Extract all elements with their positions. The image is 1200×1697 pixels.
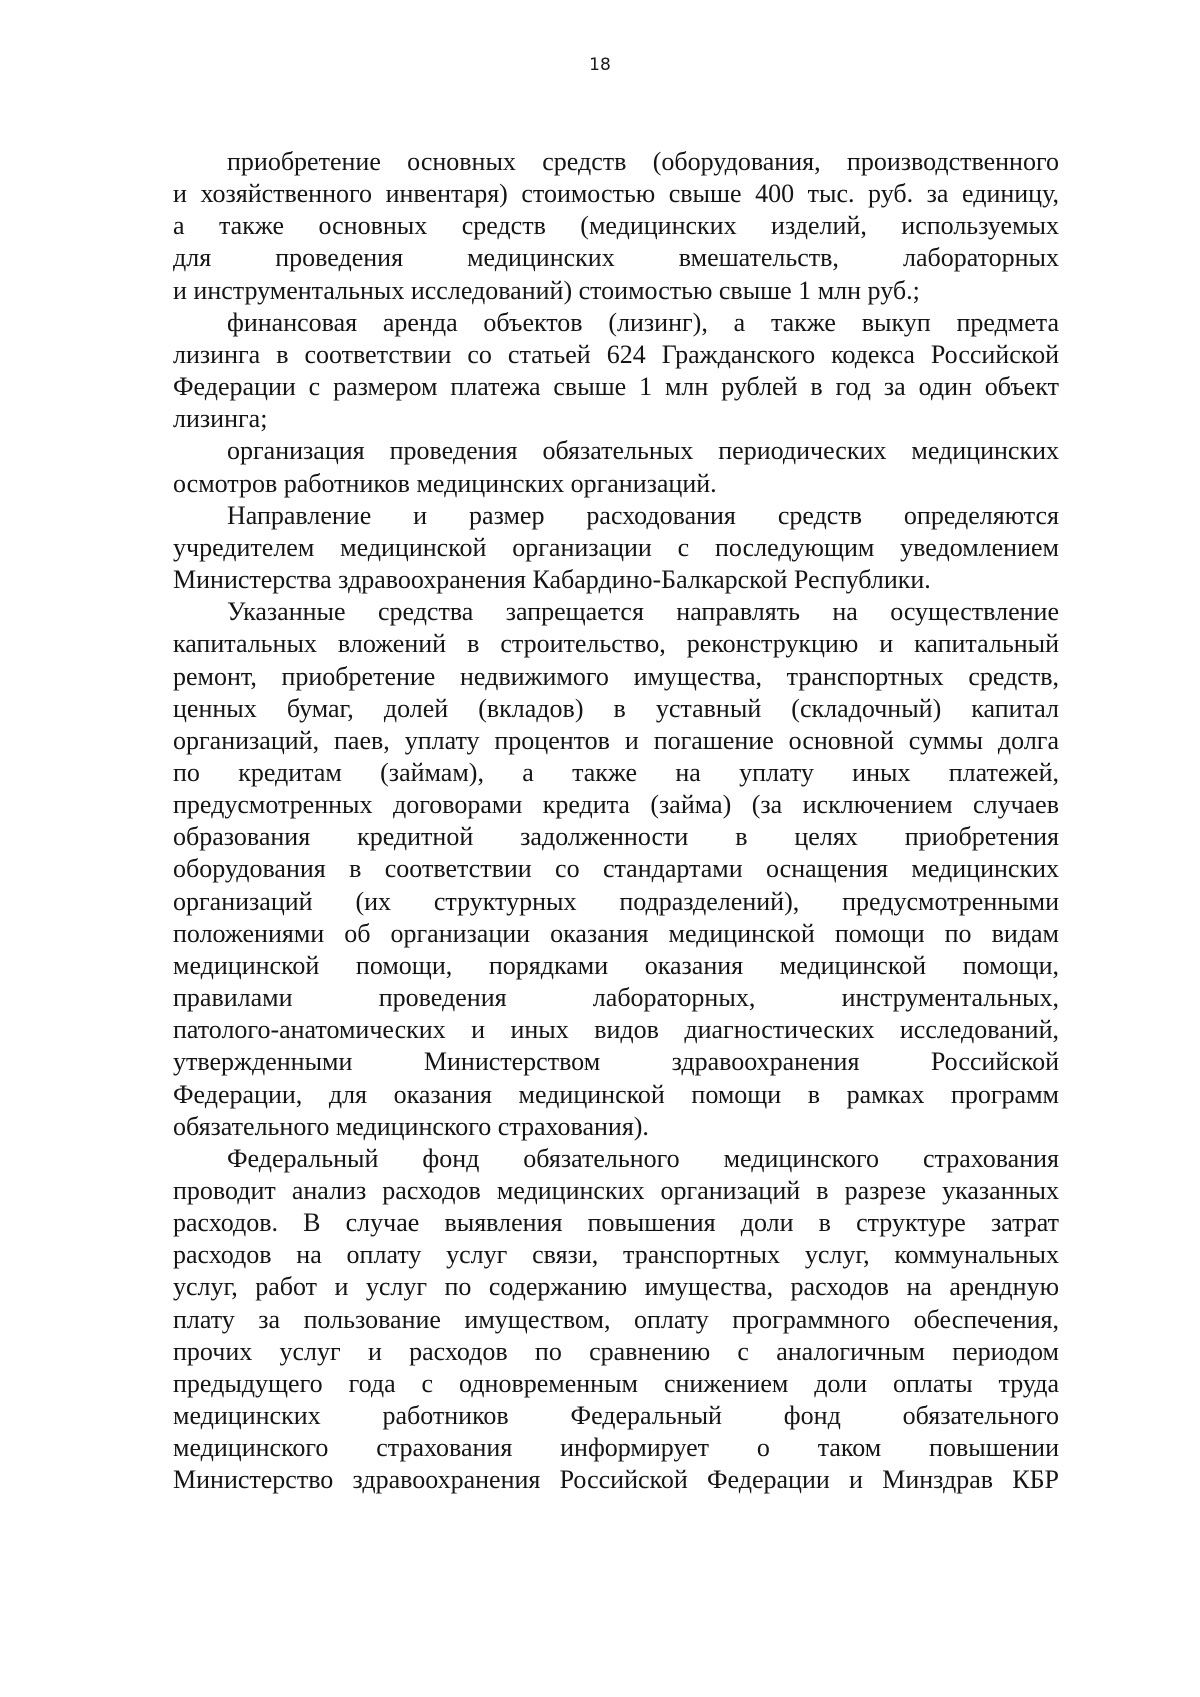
text-line: организаций (их структурных подразделений), предусмотренными <box>173 886 1059 916</box>
text-line: ремонт, приобретение недвижимого имущества, транспортных средств, <box>173 661 1059 691</box>
text-line: организаций, паев, уплату процентов и погашение основной суммы долга <box>173 725 1059 755</box>
text-line: плату за пользование имуществом, оплату программного обеспечения, <box>173 1304 1059 1334</box>
text-line: капитальных вложений в строительство, реконструкцию и капитальный <box>173 629 1059 659</box>
text-line: финансовая аренда объектов (лизинг), а также выкуп предмета <box>227 307 1059 337</box>
text-line: медицинской помощи, порядками оказания медицинской помощи, <box>173 950 1059 980</box>
text-line: а также основных средств (медицинских изделий, используемых <box>173 211 1059 241</box>
text-line: Федерации с размером платежа свыше 1 млн рублей в год за один объект <box>173 372 1059 402</box>
text-line: утвержденными Министерством здравоохранения Российской <box>173 1047 1059 1077</box>
text-line: Федерации, для оказания медицинской помощи в рамках программ <box>173 1079 1059 1109</box>
text-line: обязательного медицинского страхования). <box>173 1111 649 1141</box>
text-line: Министерство здравоохранения Российской Федерации и Минздрав КБР <box>173 1465 1059 1495</box>
text-line: Министерства здравоохранения Кабардино-Балкарской Республики. <box>173 565 931 595</box>
text-line: и инструментальных исследований) стоимостью свыше 1 млн руб.; <box>173 275 920 305</box>
text-line: осмотров работников медицинских организаций. <box>173 468 717 498</box>
text-line: Указанные средства запрещается направлять на осуществление <box>227 597 1059 627</box>
text-line: предусмотренных договорами кредита (займа) (за исключением случаев <box>173 790 1059 820</box>
paragraph <box>173 435 1059 499</box>
text-line: по кредитам (займам), а также на уплату иных платежей, <box>173 757 1059 787</box>
paragraph <box>173 307 1059 436</box>
text-line: учредителем медицинской организации с последующим уведомлением <box>173 532 1059 562</box>
text-line: лизинга; <box>173 404 268 434</box>
text-line: для проведения медицинских вмешательств, лабораторных <box>173 243 1059 273</box>
document-body <box>173 146 1059 1497</box>
text-line: прочих услуг и расходов по сравнению с аналогичным периодом <box>173 1336 1059 1366</box>
text-line: образования кредитной задолженности в целях приобретения <box>173 822 1059 852</box>
paragraph <box>173 500 1059 596</box>
text-line: Направление и размер расходования средств определяются <box>227 500 1059 530</box>
text-line: расходов. В случае выявления повышения доли в структуре затрат <box>173 1208 1059 1238</box>
text-line: лизинга в соответствии со статьей 624 Гражданского кодекса Российской <box>173 339 1059 369</box>
text-line: проводит анализ расходов медицинских организаций в разрезе указанных <box>173 1176 1059 1205</box>
paragraph <box>173 146 1059 307</box>
text-line: медицинского страхования информирует о таком повышении <box>173 1433 1059 1463</box>
text-line: и хозяйственного инвентаря) стоимостью свыше 400 тыс. руб. за единицу, <box>173 179 1059 209</box>
text-line: медицинских работников Федеральный фонд обязательного <box>173 1401 1059 1431</box>
text-line: оборудования в соответствии со стандартами оснащения медицинских <box>173 854 1059 884</box>
paragraph <box>173 596 1059 1143</box>
text-line: организация проведения обязательных периодических медицинских <box>227 436 1059 466</box>
text-line: услуг, работ и услуг по содержанию имущества, расходов на арендную <box>173 1272 1059 1302</box>
page-number: 18 <box>589 55 611 75</box>
text-line: патолого-анатомических и иных видов диагностических исследований, <box>173 1015 1059 1045</box>
text-line: положениями об организации оказания медицинской помощи по видам <box>173 918 1059 948</box>
text-line: ценных бумаг, долей (вкладов) в уставный (складочный) капитал <box>173 693 1059 723</box>
text-line: Федеральный фонд обязательного медицинского страхования <box>227 1143 1059 1173</box>
text-line: предыдущего года с одновременным снижением доли оплаты труда <box>173 1368 1059 1398</box>
paragraph <box>173 1143 1059 1497</box>
text-line: правилами проведения лабораторных, инструментальных, <box>173 983 1059 1013</box>
text-line: приобретение основных средств (оборудования, производственного <box>227 147 1059 176</box>
text-line: расходов на оплату услуг связи, транспортных услуг, коммунальных <box>173 1240 1059 1270</box>
